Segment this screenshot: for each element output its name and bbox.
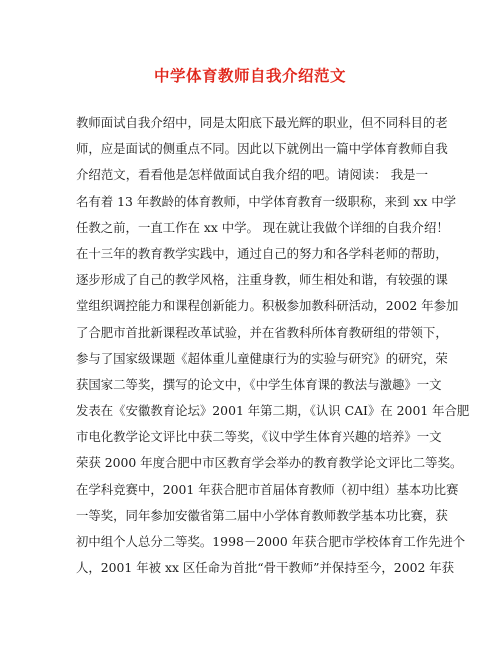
body-line: 发表在《安徽教育论坛》2001 年第二期，《认识 CAI》在 2001 年合肥 bbox=[76, 403, 470, 419]
body-line: 介绍范文，看看他是怎样做面试自我介绍的吧。请阅读： 我是一 bbox=[76, 167, 428, 183]
body-line: 参与了国家级课题《超体重儿童健康行为的实验与研究》的研究，荣 bbox=[76, 350, 448, 366]
body-line: 在十三年的教育教学实践中，通过自己的努力和各学科老师的帮助， bbox=[76, 245, 448, 261]
body-line: 人，2001 年被 xx 区任命为首批“骨干教师”并保持至今，2002 年获 bbox=[76, 560, 455, 576]
document-body bbox=[76, 110, 470, 581]
body-line: 教师面试自我介绍中，同是太阳底下最光辉的职业，但不同科目的老 bbox=[76, 115, 448, 130]
body-line: 初中组个人总分二等奖。1998－2000 年获合肥市学校体育工作先进个 bbox=[76, 534, 466, 549]
body-line: 了合肥市首批新课程改革试验，并在省教科所体育教研组的带领下， bbox=[76, 324, 448, 340]
body-line: 师，应是面试的侧重点不同。因此以下就例出一篇中学体育教师自我 bbox=[76, 141, 448, 157]
body-line: 任教之前，一直工作在 xx 中学。 现在就让我做个详细的自我介绍！ bbox=[76, 219, 449, 235]
document-title: 中学体育教师自我介绍范文 bbox=[153, 66, 346, 85]
body-line: 堂组织调控能力和课程创新能力。积极参加教科研活动，2002 年参加 bbox=[76, 298, 459, 314]
body-line: 在学科竞赛中，2001 年获合肥市首届体育教师（初中组）基本功比赛 bbox=[76, 481, 459, 497]
body-line: 逐步形成了自己的教学风格，注重身教，师生相处和谐，有较强的课 bbox=[76, 272, 448, 288]
body-line: 获国家二等奖，撰写的论文中，《中学生体育课的教法与激趣》一文 bbox=[76, 376, 442, 392]
body-line: 荣获 2000 年度合肥中市区教育学会举办的教育教学论文评比二等奖。 bbox=[76, 455, 463, 471]
body-line: 市电化教学论文评比中获二等奖，《议中学生体育兴趣的培养》一文 bbox=[76, 429, 442, 445]
body-line: 名有着 13 年教龄的体育教师，中学体育教育一级职称，来到 xx 中学 bbox=[76, 193, 457, 209]
body-line: 一等奖，同年参加安徽省第二届中小学体育教师教学基本功比赛，获 bbox=[76, 507, 448, 523]
